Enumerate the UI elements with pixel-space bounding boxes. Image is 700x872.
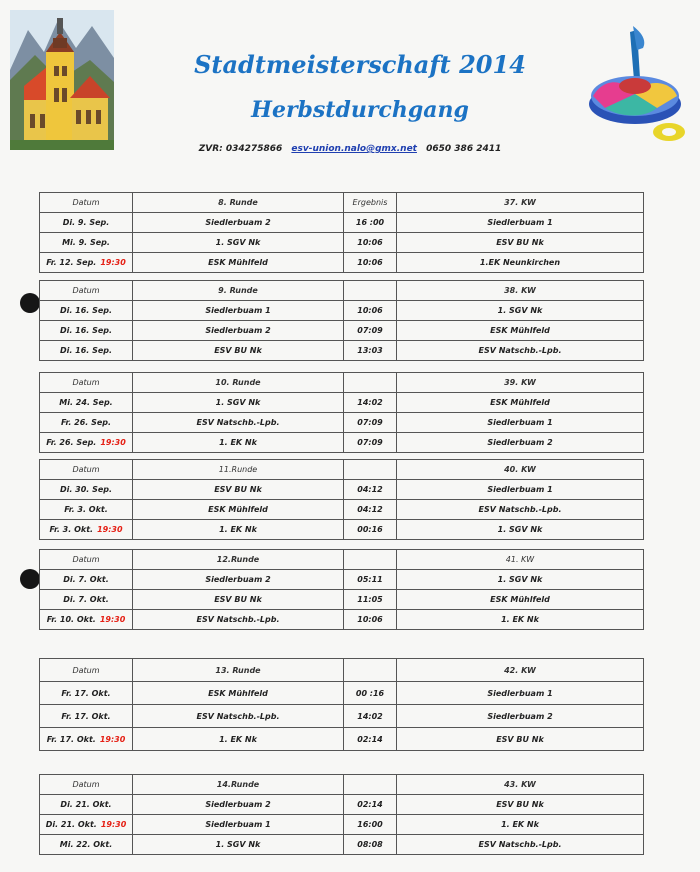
- match-result: 04:12: [344, 500, 397, 520]
- home-team: 1. EK Nk: [133, 728, 344, 751]
- match-date-text: Di. 7. Okt.: [63, 595, 109, 604]
- match-row: [40, 705, 644, 728]
- away-team: ESV Natschb.-Lpb.: [397, 835, 644, 855]
- round-table: [39, 774, 644, 855]
- match-time: 19:30: [99, 734, 126, 744]
- away-team: ESV BU Nk: [397, 728, 644, 751]
- match-row: [40, 682, 644, 705]
- match-date: [40, 253, 133, 273]
- match-date: [40, 705, 133, 728]
- match-date: [40, 341, 133, 361]
- match-date-text: Di. 7. Okt.: [63, 575, 109, 584]
- away-team: Siedlerbuam 2: [397, 705, 644, 728]
- match-time: 19:30: [100, 258, 126, 267]
- match-date-text: Fr. 17. Okt.: [61, 711, 111, 721]
- week-label: 40. KW: [397, 460, 644, 480]
- punch-hole: [20, 293, 40, 313]
- week-label: 39. KW: [397, 373, 644, 393]
- round-header-row: [40, 460, 644, 480]
- match-result: 10:06: [344, 253, 397, 273]
- match-date-text: Fr. 17. Okt.: [46, 734, 96, 744]
- match-result: 00 :16: [344, 682, 397, 705]
- match-row: [40, 433, 644, 453]
- match-result: 07:09: [344, 321, 397, 341]
- home-team: ESV BU Nk: [133, 480, 344, 500]
- phone-number: 0650 386 2411: [426, 144, 502, 154]
- date-column-header: Datum: [40, 659, 133, 682]
- match-result: 14:02: [344, 393, 397, 413]
- result-column-header: [344, 460, 397, 480]
- home-team: Siedlerbuam 2: [133, 321, 344, 341]
- round-label: 11.Runde: [133, 460, 344, 480]
- round-label: 12.Runde: [133, 550, 344, 570]
- home-team: 1. SGV Nk: [133, 233, 344, 253]
- match-date-text: Mi. 24. Sep.: [59, 398, 113, 407]
- week-label: 42. KW: [397, 659, 644, 682]
- match-date: [40, 728, 133, 751]
- away-team: ESK Mühlfeld: [397, 393, 644, 413]
- away-team: 1. EK Nk: [397, 610, 644, 630]
- page-subtitle: Herbstdurchgang: [251, 97, 469, 123]
- round-header-row: [40, 193, 644, 213]
- round-table: [39, 658, 644, 751]
- match-date-text: Di. 21. Okt.: [45, 820, 97, 829]
- match-date: [40, 835, 133, 855]
- round-table: [39, 459, 644, 540]
- match-row: [40, 341, 644, 361]
- match-date: [40, 682, 133, 705]
- home-team: ESK Mühlfeld: [133, 253, 344, 273]
- match-row: [40, 301, 644, 321]
- match-result: 05:11: [344, 570, 397, 590]
- match-result: 16 :00: [344, 213, 397, 233]
- date-column-header: Datum: [40, 281, 133, 301]
- match-row: [40, 321, 644, 341]
- home-team: ESV BU Nk: [133, 341, 344, 361]
- away-team: ESV Natschb.-Lpb.: [397, 500, 644, 520]
- match-result: 02:14: [344, 795, 397, 815]
- home-team: ESV Natschb.-Lpb.: [133, 610, 344, 630]
- away-team: 1. SGV Nk: [397, 301, 644, 321]
- match-result: 16:00: [344, 815, 397, 835]
- match-date: [40, 590, 133, 610]
- match-result: 02:14: [344, 728, 397, 751]
- away-team: Siedlerbuam 1: [397, 480, 644, 500]
- away-team: Siedlerbuam 2: [397, 433, 644, 453]
- match-date-text: Mi. 9. Sep.: [62, 238, 110, 247]
- away-team: ESK Mühlfeld: [397, 321, 644, 341]
- match-row: [40, 413, 644, 433]
- match-date-text: Di. 16. Sep.: [59, 326, 113, 335]
- home-team: ESK Mühlfeld: [133, 500, 344, 520]
- week-label: 38. KW: [397, 281, 644, 301]
- match-time: 19:30: [100, 438, 126, 447]
- round-label: 8. Runde: [133, 193, 344, 213]
- home-team: Siedlerbuam 1: [133, 815, 344, 835]
- match-row: [40, 253, 644, 273]
- round-table: [39, 280, 644, 361]
- round-table: [39, 192, 644, 273]
- match-row: [40, 500, 644, 520]
- round-header-row: [40, 659, 644, 682]
- home-team: 1. EK Nk: [133, 520, 344, 540]
- home-team: 1. SGV Nk: [133, 835, 344, 855]
- match-date-text: Fr. 17. Okt.: [61, 688, 111, 698]
- match-date: [40, 413, 133, 433]
- match-row: [40, 570, 644, 590]
- match-date: [40, 520, 133, 540]
- round-header-row: [40, 775, 644, 795]
- away-team: ESV BU Nk: [397, 795, 644, 815]
- round-header-row: [40, 281, 644, 301]
- result-column-header: [344, 373, 397, 393]
- result-column-header: [344, 281, 397, 301]
- match-row: [40, 795, 644, 815]
- match-date-text: Fr. 3. Okt.: [49, 525, 94, 534]
- round-label: 14.Runde: [133, 775, 344, 795]
- match-date-text: Di. 9. Sep.: [62, 218, 110, 227]
- date-column-header: Datum: [40, 460, 133, 480]
- match-row: [40, 520, 644, 540]
- round-label: 10. Runde: [133, 373, 344, 393]
- away-team: 1. EK Nk: [397, 815, 644, 835]
- curling-stone-illustration: [585, 26, 697, 152]
- date-column-header: Datum: [40, 193, 133, 213]
- away-team: 1. SGV Nk: [397, 520, 644, 540]
- match-date: [40, 480, 133, 500]
- week-label: 37. KW: [397, 193, 644, 213]
- match-row: [40, 393, 644, 413]
- match-date: [40, 301, 133, 321]
- away-team: 1.EK Neunkirchen: [397, 253, 644, 273]
- away-team: ESV BU Nk: [397, 233, 644, 253]
- home-team: ESV Natschb.-Lpb.: [133, 413, 344, 433]
- match-date: [40, 500, 133, 520]
- match-date-text: Fr. 10. Okt.: [46, 615, 96, 624]
- zvr-number: ZVR: 034275866: [198, 144, 283, 154]
- result-column-header: [344, 550, 397, 570]
- match-time: 19:30: [100, 820, 127, 829]
- page-title: Stadtmeisterschaft 2014: [194, 50, 526, 79]
- match-date: [40, 213, 133, 233]
- email-link[interactable]: esv-union.nalo@gmx.net: [291, 144, 417, 154]
- home-team: ESV BU Nk: [133, 590, 344, 610]
- away-team: ESK Mühlfeld: [397, 590, 644, 610]
- match-date: [40, 570, 133, 590]
- round-label: 9. Runde: [133, 281, 344, 301]
- match-result: 13:03: [344, 341, 397, 361]
- match-date: [40, 815, 133, 835]
- match-result: 07:09: [344, 433, 397, 453]
- match-time: 19:30: [99, 615, 126, 624]
- date-column-header: Datum: [40, 775, 133, 795]
- round-table: [39, 372, 644, 453]
- week-label: 41. KW: [397, 550, 644, 570]
- match-date-text: Di. 21. Okt.: [60, 800, 112, 809]
- match-date: [40, 795, 133, 815]
- match-date: [40, 393, 133, 413]
- home-team: 1. EK Nk: [133, 433, 344, 453]
- home-team: Siedlerbuam 2: [133, 795, 344, 815]
- match-result: 10:06: [344, 610, 397, 630]
- match-result: 10:06: [344, 233, 397, 253]
- away-team: Siedlerbuam 1: [397, 213, 644, 233]
- date-column-header: Datum: [40, 550, 133, 570]
- match-date-text: Di. 16. Sep.: [59, 306, 113, 315]
- round-header-row: [40, 373, 644, 393]
- match-time: 19:30: [97, 525, 123, 534]
- match-date-text: Di. 16. Sep.: [59, 346, 113, 355]
- contact-line: [0, 144, 700, 154]
- home-team: Siedlerbuam 2: [133, 213, 344, 233]
- match-row: [40, 610, 644, 630]
- match-date: [40, 321, 133, 341]
- punch-hole: [20, 569, 40, 589]
- result-column-header: Ergebnis: [344, 193, 397, 213]
- match-row: [40, 728, 644, 751]
- match-row: [40, 815, 644, 835]
- match-result: 14:02: [344, 705, 397, 728]
- away-team: 1. SGV Nk: [397, 570, 644, 590]
- match-date-text: Fr. 12. Sep.: [46, 258, 97, 267]
- match-date-text: Fr. 26. Sep.: [46, 438, 97, 447]
- match-date-text: Fr. 3. Okt.: [64, 505, 108, 514]
- round-header-row: [40, 550, 644, 570]
- match-result: 10:06: [344, 301, 397, 321]
- home-team: ESV Natschb.-Lpb.: [133, 705, 344, 728]
- church-illustration: [10, 10, 114, 150]
- match-result: 00:16: [344, 520, 397, 540]
- home-team: ESK Mühlfeld: [133, 682, 344, 705]
- date-column-header: Datum: [40, 373, 133, 393]
- match-date: [40, 610, 133, 630]
- round-label: 13. Runde: [133, 659, 344, 682]
- match-date: [40, 233, 133, 253]
- match-result: 04:12: [344, 480, 397, 500]
- match-row: [40, 213, 644, 233]
- match-result: 11:05: [344, 590, 397, 610]
- home-team: Siedlerbuam 1: [133, 301, 344, 321]
- match-row: [40, 480, 644, 500]
- match-row: [40, 590, 644, 610]
- match-date-text: Fr. 26. Sep.: [60, 418, 112, 427]
- match-row: [40, 835, 644, 855]
- week-label: 43. KW: [397, 775, 644, 795]
- away-team: Siedlerbuam 1: [397, 413, 644, 433]
- away-team: ESV Natschb.-Lpb.: [397, 341, 644, 361]
- match-date-text: Di. 30. Sep.: [59, 485, 113, 494]
- round-table: [39, 549, 644, 630]
- away-team: Siedlerbuam 1: [397, 682, 644, 705]
- home-team: Siedlerbuam 2: [133, 570, 344, 590]
- match-date: [40, 433, 133, 453]
- match-result: 07:09: [344, 413, 397, 433]
- match-result: 08:08: [344, 835, 397, 855]
- result-column-header: [344, 775, 397, 795]
- match-row: [40, 233, 644, 253]
- home-team: 1. SGV Nk: [133, 393, 344, 413]
- match-date-text: Mi. 22. Okt.: [59, 840, 113, 849]
- result-column-header: [344, 659, 397, 682]
